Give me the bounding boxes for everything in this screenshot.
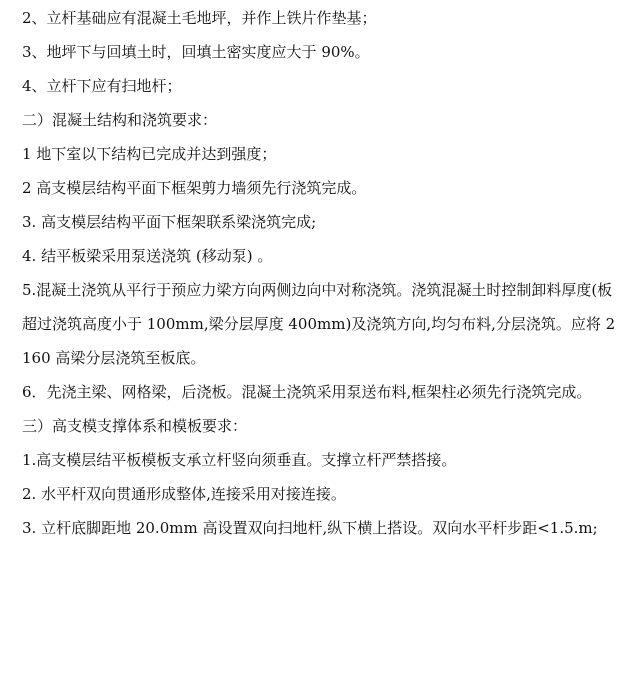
paragraph-5: 1 地下室以下结构已完成并达到强度；	[22, 145, 277, 163]
paragraph-13: 2. 水平杆双向贯通形成整体,连接采用对接连接。	[22, 485, 346, 503]
paragraph-6: 2 高支模层结构平面下框架剪力墙须先行浇筑完成。	[22, 179, 367, 197]
paragraph-12: 1.高支模层结平板模板支承立杆竖向须垂直。支撑立杆严禁搭接。	[22, 451, 457, 469]
paragraph-8: 4. 结平板梁采用泵送浇筑 (移动泵) 。	[22, 247, 273, 265]
paragraph-9: 5.混凝土浇筑从平行于预应力梁方向两侧边向中对称浇筑。浇筑混凝土时控制卸料厚度(板超过浇筑高度小于 100mm,梁分层厚度 400mm)及浇筑方向,均匀布料,分层浇筑。应将 2160 高梁分层浇筑至板底。	[22, 281, 616, 367]
section-heading-2: 二）混凝土结构和浇筑要求：	[22, 111, 218, 129]
paragraph-14: 3. 立杆底脚距地 20.0mm 高设置双向扫地杆,纵下横上搭设。双向水平杆步距<1.5.m;	[22, 519, 598, 537]
document-page	[0, 1, 638, 673]
section-heading-3: 三）高支模支撑体系和模板要求：	[22, 417, 248, 435]
paragraph-2: 3、地坪下与回填土时，回填土密实度应大于 90%。	[22, 43, 370, 61]
paragraph-3: 4、立杆下应有扫地杆；	[22, 77, 182, 95]
paragraph-7: 3. 高支模层结构平面下框架联系梁浇筑完成;	[22, 213, 317, 231]
paragraph-1: 2、立杆基础应有混凝土毛地坪，并作上铁片作垫基；	[22, 9, 377, 27]
paragraph-10: 6．先浇主梁、网格梁，后浇板。混凝土浇筑采用泵送布料,框架柱必须先行浇筑完成。	[22, 383, 592, 401]
